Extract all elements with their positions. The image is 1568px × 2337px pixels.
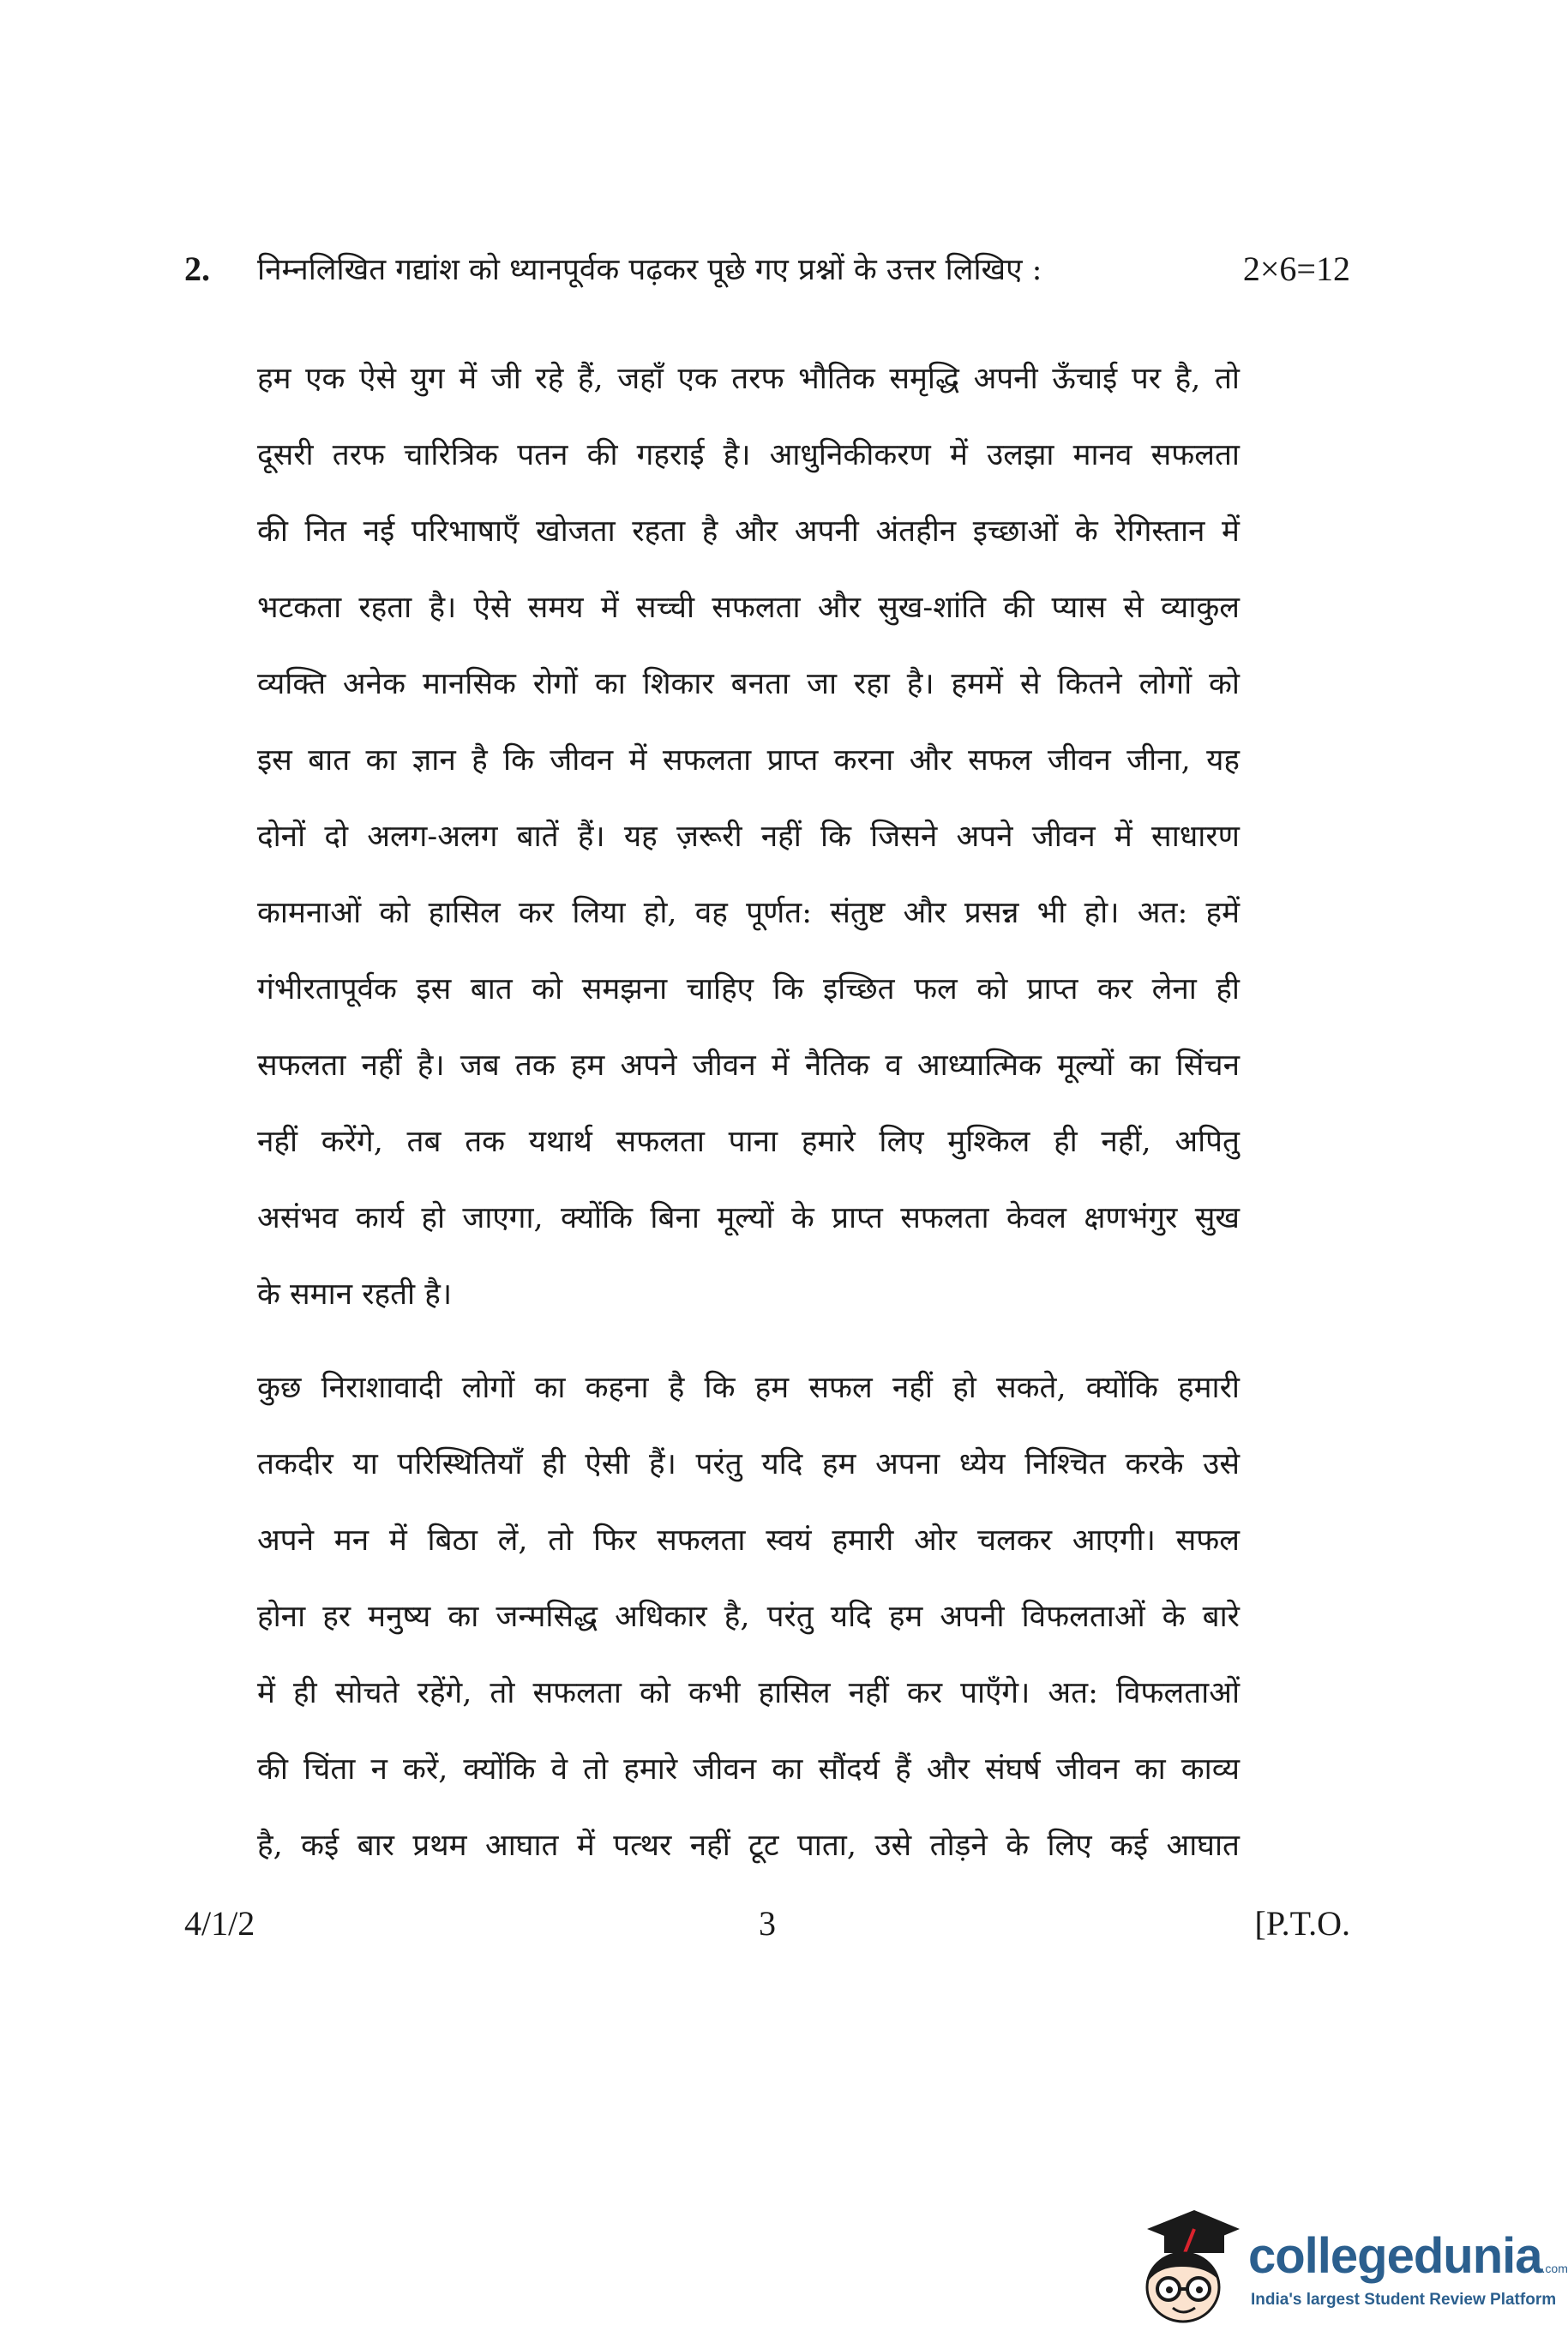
question-header: [184, 249, 1350, 297]
passage-line: के समान रहती है।: [257, 1277, 453, 1312]
passage-line: अपने मन में बिठा लें, तो फिर सफलता स्वयं हमारी ओर चलकर आएगी। सफल: [257, 1523, 1240, 1558]
question-instruction: निम्नलिखित गद्यांश को ध्यानपूर्वक पढ़कर पूछे गए प्रश्नों के उत्तर लिखिए :: [257, 253, 1042, 287]
passage-line: कामनाओं को हासिल कर लिया हो, वह पूर्णत: संतुष्ट और प्रसन्न भी हो। अत: हमें: [257, 896, 1240, 930]
passage-line: दूसरी तरफ चारित्रिक पतन की गहराई है। आधुनिकीकरण में उलझा मानव सफलता: [257, 438, 1240, 472]
passage-paragraph-2: [257, 1350, 1240, 1884]
brand-name: collegedunia.com: [1248, 2228, 1568, 2284]
collegedunia-watermark: [1130, 2203, 1568, 2332]
please-turn-over: [P.T.O.: [1254, 1904, 1350, 1943]
passage-line: है, कई बार प्रथम आघात में पत्थर नहीं टूट पाता, उसे तोड़ने के लिए कई आघात: [257, 1829, 1240, 1863]
passage-paragraph-1: [257, 341, 1240, 1333]
page-footer: [184, 1903, 1350, 1946]
reading-passage: [257, 341, 1240, 1884]
passage-line: कुछ निराशावादी लोगों का कहना है कि हम सफल नहीं हो सकते, क्योंकि हमारी: [257, 1371, 1240, 1405]
brand-tagline: India's largest Student Review Platform: [1251, 2291, 1557, 2309]
passage-line: में ही सोचते रहेंगे, तो सफलता को कभी हासिल नहीं कर पाएँगे। अत: विफलताओं: [257, 1676, 1240, 1710]
question-marks: 2×6=12: [1242, 249, 1350, 288]
passage-line: सफलता नहीं है। जब तक हम अपने जीवन में नैतिक व आध्यात्मिक मूल्यों का सिंचन: [257, 1048, 1240, 1083]
page-number: 3: [759, 1904, 776, 1943]
passage-line: हम एक ऐसे युग में जी रहे हैं, जहाँ एक तरफ भौतिक समृद्धि अपनी ऊँचाई पर है, तो: [257, 362, 1240, 396]
passage-line: दोनों दो अलग-अलग बातें हैं। यह ज़रूरी नहीं कि जिसने अपने जीवन में साधारण: [257, 820, 1240, 854]
passage-line: गंभीरतापूर्वक इस बात को समझना चाहिए कि इच्छित फल को प्राप्त कर लेना ही: [257, 972, 1240, 1006]
passage-line: भटकता रहता है। ऐसे समय में सच्ची सफलता और सुख-शांति की प्यास से व्याकुल: [257, 591, 1240, 625]
passage-line: की चिंता न करें, क्योंकि वे तो हमारे जीवन का सौंदर्य हैं और संघर्ष जीवन का काव्य: [257, 1752, 1240, 1787]
passage-line: व्यक्ति अनेक मानसिक रोगों का शिकार बनता जा रहा है। हममें से कितने लोगों को: [257, 667, 1240, 701]
passage-line: असंभव कार्य हो जाएगा, क्योंकि बिना मूल्यों के प्राप्त सफलता केवल क्षणभंगुर सुख: [257, 1201, 1240, 1235]
paper-code: 4/1/2: [184, 1904, 255, 1943]
passage-line: तकदीर या परिस्थितियाँ ही ऐसी हैं। परंतु यदि हम अपना ध्येय निश्चित करके उसे: [257, 1447, 1240, 1481]
brand-suffix: .com: [1541, 2262, 1568, 2275]
student-mascot-icon: [1130, 2203, 1241, 2332]
passage-line: नहीं करेंगे, तब तक यथार्थ सफलता पाना हमारे लिए मुश्किल ही नहीं, अपितु: [257, 1125, 1240, 1159]
question-number: 2.: [184, 249, 210, 288]
passage-line: होना हर मनुष्य का जन्मसिद्ध अधिकार है, परंतु यदि हम अपनी विफलताओं के बारे: [257, 1600, 1240, 1634]
passage-line: इस बात का ज्ञान है कि जीवन में सफलता प्राप्त करना और सफल जीवन जीना, यह: [257, 743, 1240, 778]
passage-line: की नित नई परिभाषाएँ खोजता रहता है और अपनी अंतहीन इच्छाओं के रेगिस्तान में: [257, 514, 1240, 549]
